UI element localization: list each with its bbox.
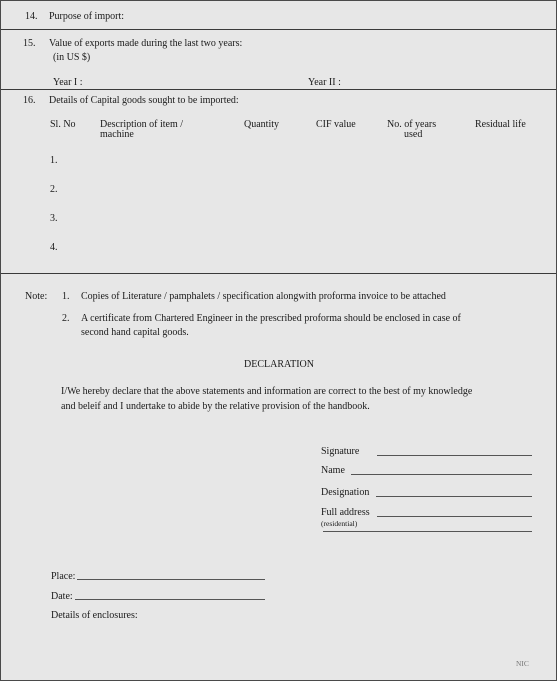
designation-field[interactable] bbox=[376, 496, 532, 497]
declaration-title: DECLARATION bbox=[244, 359, 314, 370]
column-header-sl-no: Sl. No bbox=[50, 119, 76, 130]
column-header-description: Description of item / bbox=[100, 119, 184, 130]
row-number: 1. bbox=[50, 155, 58, 166]
date-field[interactable] bbox=[75, 599, 265, 600]
name-field[interactable] bbox=[351, 474, 532, 475]
declaration-line-2: and beleif and I undertake to abide by the relative provision of the handbook. bbox=[61, 401, 370, 412]
section-divider bbox=[1, 273, 556, 274]
declaration-line-1: I/We hereby declare that the above statements and information are correct to the best of my knowledge bbox=[61, 386, 473, 397]
note-1-text: Copies of Literature / pamphalets / specification alongwith proforma invoice to be attached bbox=[81, 291, 446, 302]
place-field[interactable] bbox=[77, 579, 265, 580]
item-14-label: Purpose of import: bbox=[49, 11, 124, 22]
item-16-number: 16. bbox=[23, 95, 36, 106]
row-number: 3. bbox=[50, 213, 58, 224]
item-15-label: Value of exports made during the last two years: bbox=[49, 38, 243, 49]
year-1-label: Year I : bbox=[53, 77, 83, 88]
address-label: Full address bbox=[321, 507, 370, 518]
note-2-text: A certificate from Chartered Engineer in the prescribed proforma should be enclosed in case of bbox=[81, 313, 461, 324]
note-label: Note: bbox=[25, 291, 48, 302]
column-header-description-2: machine bbox=[100, 129, 134, 140]
column-header-years-2: used bbox=[404, 129, 423, 140]
enclosures-label: Details of enclosures: bbox=[51, 610, 138, 621]
column-header-cif: CIF value bbox=[316, 119, 356, 130]
place-label: Place: bbox=[51, 571, 76, 582]
section-divider bbox=[1, 89, 556, 90]
address-field[interactable] bbox=[377, 516, 532, 517]
footer-mark: NIC bbox=[516, 659, 529, 668]
item-15-unit: (in US $) bbox=[53, 52, 91, 63]
item-16-label: Details of Capital goods sought to be imported: bbox=[49, 95, 239, 106]
signature-label: Signature bbox=[321, 446, 360, 457]
address-field-line-2[interactable] bbox=[323, 531, 532, 532]
item-14-number: 14. bbox=[25, 11, 38, 22]
note-2-number: 2. bbox=[62, 313, 70, 324]
designation-label: Designation bbox=[321, 487, 370, 498]
note-1-number: 1. bbox=[62, 291, 70, 302]
year-2-label: Year II : bbox=[308, 77, 341, 88]
row-number: 4. bbox=[50, 242, 58, 253]
name-label: Name bbox=[321, 465, 345, 476]
column-header-quantity: Quantity bbox=[244, 119, 279, 130]
item-15-number: 15. bbox=[23, 38, 36, 49]
column-header-years: No. of years bbox=[387, 119, 437, 130]
note-2-text-cont: second hand capital goods. bbox=[81, 327, 189, 338]
address-sublabel: (residential) bbox=[321, 519, 358, 528]
column-header-residual: Residual life bbox=[475, 119, 526, 130]
row-number: 2. bbox=[50, 184, 58, 195]
section-divider bbox=[1, 29, 556, 30]
date-label: Date: bbox=[51, 591, 73, 602]
signature-field[interactable] bbox=[377, 455, 532, 456]
